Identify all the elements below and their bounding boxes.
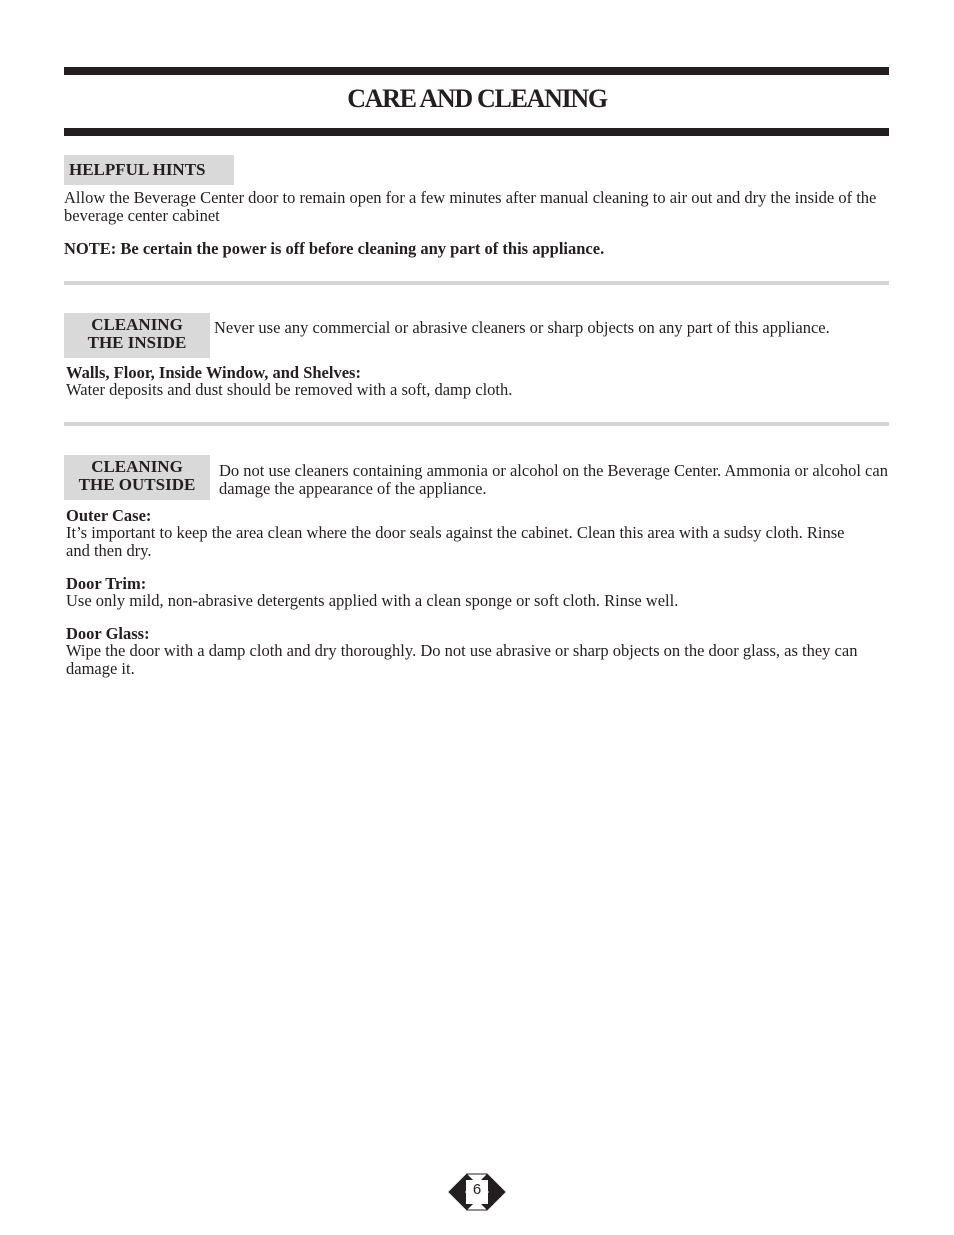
outer-case-heading: Outer Case: — [66, 506, 152, 525]
door-glass-heading: Door Glass: — [66, 624, 150, 643]
header-bottom-rule — [64, 128, 889, 136]
door-glass-body: Wipe the door with a damp cloth and dry thoroughly. Do not use abrasive or sharp objects on the door glass, as they can damage it. — [66, 641, 858, 678]
power-off-note: NOTE: Be certain the power is off before cleaning any part of this appliance. — [64, 239, 605, 258]
cleaning-outside-label — [64, 455, 210, 500]
helpful-hints-label: HELPFUL HINTS — [64, 155, 234, 185]
header-top-rule — [64, 67, 889, 75]
outer-case-body: It’s important to keep the area clean where the door seals against the cabinet. Clean this area with a sudsy cloth. Rinse and then dry. — [66, 523, 845, 560]
cleaning-outside-intro: Do not use cleaners containing ammonia or alcohol on the Beverage Center. Ammonia or alcohol can damage the appearance of the appliance. — [219, 461, 888, 498]
section-divider — [64, 422, 889, 426]
walls-body: Water deposits and dust should be removed with a soft, damp cloth. — [66, 380, 513, 399]
cleaning-outside-label-line2: THE OUTSIDE — [78, 475, 196, 494]
door-trim-heading: Door Trim: — [66, 574, 147, 593]
helpful-hints-body: Allow the Beverage Center door to remain open for a few minutes after manual cleaning to air out and dry the inside of the beverage center cabinet — [64, 188, 877, 225]
page-title: CARE AND CLEANING — [347, 84, 607, 113]
cleaning-inside-label-line1: CLEANING — [91, 315, 183, 334]
page-number: 6 — [472, 1181, 482, 1198]
cleaning-inside-label-line2: THE INSIDE — [87, 333, 187, 352]
section-divider — [64, 281, 889, 285]
cleaning-inside-intro: Never use any commercial or abrasive cleaners or sharp objects on any part of this appliance. — [214, 318, 830, 337]
cleaning-inside-label — [64, 313, 210, 358]
walls-heading: Walls, Floor, Inside Window, and Shelves: — [66, 363, 361, 382]
door-trim-body: Use only mild, non-abrasive detergents applied with a clean sponge or soft cloth. Rinse well. — [66, 591, 679, 610]
cleaning-outside-label-line1: CLEANING — [91, 457, 183, 476]
